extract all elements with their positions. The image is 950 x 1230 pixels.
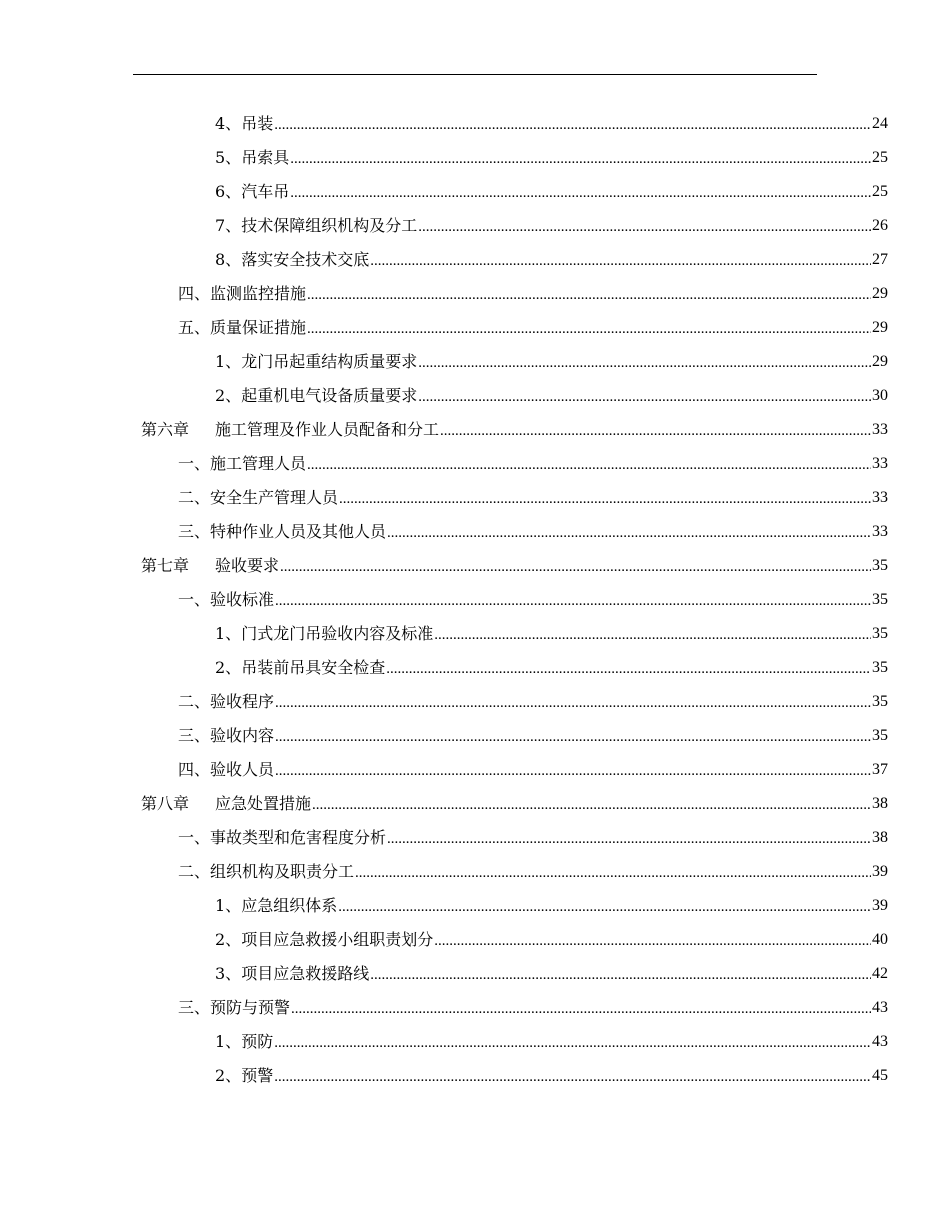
toc-page-number: 35 (872, 625, 888, 642)
toc-entry-number: 四、 (178, 284, 211, 303)
toc-entry-number: 6、 (215, 182, 242, 201)
toc-entry[interactable] (0, 583, 888, 617)
toc-entry[interactable] (0, 379, 888, 413)
toc-dot-leader (290, 176, 871, 210)
table-of-contents (0, 107, 950, 1093)
toc-entry-title: 验收要求 (215, 556, 280, 575)
toc-page-number: 25 (872, 183, 888, 200)
toc-chapter-number: 第七章 (141, 556, 190, 575)
toc-dot-leader (275, 686, 871, 720)
toc-entry-title: 龙门吊起重结构质量要求 (241, 352, 418, 371)
toc-page-number: 29 (872, 319, 888, 336)
toc-dot-leader (338, 890, 871, 924)
toc-dot-leader (386, 652, 871, 686)
toc-dot-leader (307, 278, 871, 312)
toc-entry-title: 安全生产管理人员 (210, 488, 339, 507)
toc-entry-title: 预防与预警 (210, 998, 291, 1017)
toc-chapter-number: 第六章 (141, 420, 190, 439)
toc-page-number: 35 (872, 659, 888, 676)
toc-dot-leader (418, 380, 871, 414)
toc-entry[interactable] (0, 855, 888, 889)
toc-entry-title: 应急处置措施 (215, 794, 312, 813)
toc-entry-title: 汽车吊 (241, 182, 290, 201)
toc-dot-leader (434, 924, 871, 958)
toc-dot-leader (312, 788, 871, 822)
toc-entry-title: 预防 (241, 1032, 274, 1051)
toc-page-number: 33 (872, 421, 888, 438)
toc-dot-leader (434, 618, 871, 652)
toc-dot-leader (307, 312, 871, 346)
toc-page-number: 35 (872, 693, 888, 710)
toc-page-number: 33 (872, 455, 888, 472)
toc-page-number: 29 (872, 285, 888, 302)
toc-entry-number: 二、 (178, 862, 211, 881)
toc-page-number: 27 (872, 251, 888, 268)
toc-entry-title: 验收标准 (210, 590, 275, 609)
toc-entry-number: 1、 (215, 1032, 242, 1051)
toc-entry-number: 4、 (215, 114, 242, 133)
toc-page-number: 35 (872, 591, 888, 608)
toc-dot-leader (275, 754, 871, 788)
toc-chapter-number: 第八章 (141, 794, 190, 813)
toc-entry-number: 8、 (215, 250, 242, 269)
toc-entry-title: 验收程序 (210, 692, 275, 711)
toc-entry[interactable] (0, 107, 888, 141)
toc-page-number: 43 (872, 999, 888, 1016)
toc-entry-number: 一、 (178, 590, 211, 609)
toc-entry[interactable] (0, 515, 888, 549)
toc-entry-number: 5、 (215, 148, 242, 167)
toc-entry[interactable] (0, 923, 888, 957)
toc-entry-number: 三、 (178, 998, 211, 1017)
toc-entry[interactable] (0, 617, 888, 651)
toc-entry[interactable] (0, 277, 888, 311)
toc-entry[interactable] (0, 685, 888, 719)
toc-dot-leader (339, 482, 871, 516)
toc-entry-number: 一、 (178, 828, 211, 847)
toc-page-number: 38 (872, 829, 888, 846)
toc-entry[interactable] (0, 209, 888, 243)
toc-page-number: 33 (872, 489, 888, 506)
toc-page-number: 24 (872, 115, 888, 132)
toc-dot-leader (440, 414, 871, 448)
toc-entry[interactable] (0, 243, 888, 277)
toc-entry-title: 验收内容 (210, 726, 275, 745)
toc-entry-title: 门式龙门吊验收内容及标准 (241, 624, 434, 643)
toc-entry[interactable] (0, 311, 888, 345)
toc-entry-title: 施工管理及作业人员配备和分工 (215, 420, 440, 439)
toc-dot-leader (355, 856, 871, 890)
toc-entry[interactable] (0, 821, 888, 855)
toc-entry-number: 四、 (178, 760, 211, 779)
toc-entry-title: 起重机电气设备质量要求 (241, 386, 418, 405)
toc-entry[interactable] (0, 753, 888, 787)
toc-entry[interactable] (0, 141, 888, 175)
toc-entry-number: 二、 (178, 692, 211, 711)
toc-dot-leader (275, 720, 871, 754)
toc-dot-leader (387, 822, 871, 856)
toc-dot-leader (418, 210, 871, 244)
toc-entry-number: 7、 (215, 216, 242, 235)
toc-dot-leader (307, 448, 871, 482)
toc-entry[interactable] (0, 651, 888, 685)
toc-page-number: 26 (872, 217, 888, 234)
toc-entry-title: 组织机构及职责分工 (210, 862, 355, 881)
toc-entry-title: 验收人员 (210, 760, 275, 779)
toc-entry-number: 1、 (215, 624, 242, 643)
toc-page-number: 25 (872, 149, 888, 166)
toc-entry[interactable] (0, 719, 888, 753)
toc-entry[interactable] (0, 549, 888, 583)
toc-dot-leader (290, 142, 871, 176)
toc-entry-title: 质量保证措施 (210, 318, 307, 337)
toc-page-number: 38 (872, 795, 888, 812)
toc-page-number: 42 (872, 965, 888, 982)
toc-entry-number: 2、 (215, 1066, 242, 1085)
toc-entry[interactable] (0, 1025, 888, 1059)
toc-entry-title: 吊索具 (241, 148, 290, 167)
toc-entry-number: 2、 (215, 386, 242, 405)
toc-entry-title: 监测监控措施 (210, 284, 307, 303)
toc-page-number: 45 (872, 1067, 888, 1084)
toc-dot-leader (274, 1026, 871, 1060)
toc-page-number: 37 (872, 761, 888, 778)
toc-entry-number: 五、 (178, 318, 211, 337)
toc-dot-leader (370, 244, 871, 278)
toc-entry-number: 二、 (178, 488, 211, 507)
toc-dot-leader (370, 958, 871, 992)
toc-dot-leader (275, 584, 871, 618)
toc-entry[interactable] (0, 413, 888, 447)
toc-entry[interactable] (0, 957, 888, 991)
toc-entry[interactable] (0, 175, 888, 209)
toc-page-number: 30 (872, 387, 888, 404)
toc-entry-number: 1、 (215, 352, 242, 371)
toc-dot-leader (387, 516, 871, 550)
toc-dot-leader (274, 1060, 871, 1094)
toc-page-number: 40 (872, 931, 888, 948)
toc-entry-number: 三、 (178, 522, 211, 541)
toc-entry-number: 三、 (178, 726, 211, 745)
toc-dot-leader (291, 992, 871, 1026)
toc-page-number: 35 (872, 557, 888, 574)
toc-page-number: 39 (872, 863, 888, 880)
toc-entry[interactable] (0, 787, 888, 821)
toc-entry[interactable] (0, 889, 888, 923)
toc-entry-number: 1、 (215, 896, 242, 915)
toc-entry-title: 技术保障组织机构及分工 (241, 216, 418, 235)
toc-entry-number: 一、 (178, 454, 211, 473)
toc-entry-title: 施工管理人员 (210, 454, 307, 473)
toc-entry-title: 项目应急救援小组职责划分 (241, 930, 434, 949)
toc-entry[interactable] (0, 345, 888, 379)
toc-page-number: 43 (872, 1033, 888, 1050)
toc-dot-leader (418, 346, 871, 380)
toc-dot-leader (274, 108, 871, 142)
toc-entry-title: 项目应急救援路线 (241, 964, 370, 983)
toc-dot-leader (280, 550, 871, 584)
toc-entry[interactable] (0, 447, 888, 481)
toc-entry-title: 事故类型和危害程度分析 (210, 828, 387, 847)
toc-entry-title: 应急组织体系 (241, 896, 338, 915)
toc-entry[interactable] (0, 991, 888, 1025)
toc-entry-title: 预警 (241, 1066, 274, 1085)
toc-entry[interactable] (0, 481, 888, 515)
toc-page-number: 29 (872, 353, 888, 370)
toc-entry-number: 3、 (215, 964, 242, 983)
header-rule (133, 74, 817, 75)
toc-entry-title: 特种作业人员及其他人员 (210, 522, 387, 541)
toc-entry-title: 吊装前吊具安全检查 (241, 658, 386, 677)
toc-page-number: 39 (872, 897, 888, 914)
toc-entry[interactable] (0, 1059, 888, 1093)
toc-entry-number: 2、 (215, 658, 242, 677)
toc-entry-number: 2、 (215, 930, 242, 949)
toc-entry-title: 吊装 (241, 114, 274, 133)
toc-page-number: 35 (872, 727, 888, 744)
toc-entry-title: 落实安全技术交底 (241, 250, 370, 269)
toc-page-number: 33 (872, 523, 888, 540)
